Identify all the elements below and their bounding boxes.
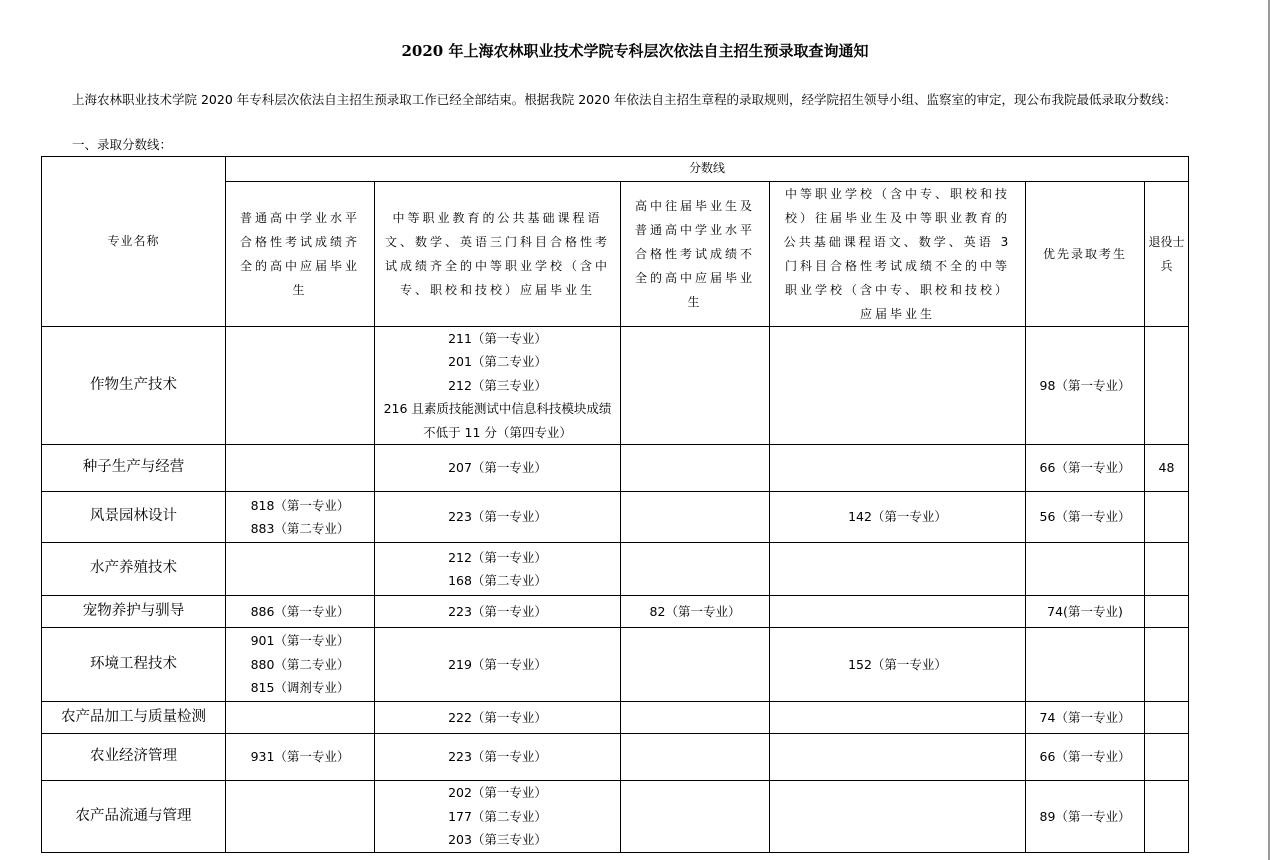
score-cell-c3 <box>621 492 770 543</box>
major-name-cell: 农产品流通与管理 <box>42 781 226 853</box>
score-line: 48 <box>1158 460 1175 476</box>
score-cell-c3 <box>621 781 770 853</box>
score-cell-c5 <box>1026 734 1145 781</box>
score-line: 66（第一专业） <box>1039 749 1131 765</box>
score-line: 201（第二专业） <box>448 354 547 369</box>
header-column-4: 中等职业学校（含中专、职校和技校）往届毕业生及中等职业教育的公共基础课程语文、数学、英语 3 门科目合格性考试成绩不全的中等职业学校（含中专、职校和技校）应届毕业生 <box>770 181 1026 326</box>
score-cell-c6 <box>1145 734 1189 781</box>
score-cell-c4 <box>770 628 1026 702</box>
score-line: 74（第一专业） <box>1039 709 1131 725</box>
score-line: 202（第一专业） <box>448 785 547 800</box>
score-cell-c2 <box>375 734 621 781</box>
score-cell-c1 <box>226 543 375 596</box>
score-cell-c2 <box>375 543 621 596</box>
header-column-3: 高中往届毕业生及普通高中学业水平合格性考试成绩不全的高中应届毕业生 <box>621 181 770 326</box>
score-cell-c2 <box>375 702 621 734</box>
intro-paragraph: 上海农林职业技术学院 2020 年专科层次依法自主招生预录取工作已经全部结束。根据我院 2020 年依法自主招生章程的录取规则，经学院招生领导小组、监察室的审定，现公布我院最低录取分数线： <box>72 92 1177 107</box>
score-cell-c1 <box>226 326 375 445</box>
score-cell-c5 <box>1026 445 1145 492</box>
score-cell-c3 <box>621 628 770 702</box>
score-cell-c5 <box>1026 628 1145 702</box>
section-heading: 一、录取分数线： <box>72 137 173 152</box>
score-cell-c5 <box>1026 702 1145 734</box>
score-cell-c1 <box>226 492 375 543</box>
score-line: 168（第二专业） <box>448 573 547 588</box>
score-line: 886（第一专业） <box>250 603 350 619</box>
score-cell-c1 <box>226 734 375 781</box>
score-cell-c5 <box>1026 543 1145 596</box>
score-cell-c2 <box>375 628 621 702</box>
header-column-2: 中等职业教育的公共基础课程语文、数学、英语三门科目合格性考试成绩齐全的中等职业学校（含中专、职校和技校）应届毕业生 <box>375 181 621 326</box>
score-cell-c3 <box>621 326 770 445</box>
header-score-group: 分数线 <box>226 157 1189 182</box>
score-cell-c5 <box>1026 492 1145 543</box>
score-line: 883（第二专业） <box>250 521 350 536</box>
score-line: 203（第三专业） <box>448 832 547 847</box>
header-column-5: 优先录取考生 <box>1026 181 1145 326</box>
score-cell-c4 <box>770 445 1026 492</box>
major-name-cell: 环境工程技术 <box>42 628 226 702</box>
score-cell-c1 <box>226 596 375 628</box>
score-cell-c4 <box>770 702 1026 734</box>
major-name-cell: 宠物养护与驯导 <box>42 596 226 628</box>
score-cell-c3 <box>621 702 770 734</box>
score-line: 177（第二专业） <box>448 808 547 824</box>
score-cell-c1 <box>226 702 375 734</box>
score-line: 66（第一专业） <box>1039 460 1131 476</box>
score-cell-c2 <box>375 596 621 628</box>
score-cell-c6 <box>1145 445 1189 492</box>
table-row <box>42 702 1189 734</box>
score-line: 931（第一专业） <box>250 749 350 765</box>
score-cell-c4 <box>770 492 1026 543</box>
score-cell-c5 <box>1026 326 1145 445</box>
score-line: 98（第一专业） <box>1039 377 1131 393</box>
table-row <box>42 781 1189 853</box>
score-line: 89（第一专业） <box>1039 808 1131 824</box>
score-cell-c6 <box>1145 702 1189 734</box>
header-major-name: 专业名称 <box>42 157 226 327</box>
score-cell-c3 <box>621 734 770 781</box>
notice-title: 2020 年上海农林职业技术学院专科层次依法自主招生预录取查询通知 <box>401 42 869 60</box>
score-line: 901（第一专业） <box>250 633 350 649</box>
score-line: 212（第一专业） <box>448 549 547 565</box>
score-line: 223（第一专业） <box>448 603 547 619</box>
major-name-cell: 农业经济管理 <box>42 734 226 781</box>
admission-score-table <box>41 156 1189 853</box>
score-cell-c1 <box>226 445 375 492</box>
score-cell-c1 <box>226 628 375 702</box>
table-row <box>42 734 1189 781</box>
table-row <box>42 492 1189 543</box>
score-cell-c5 <box>1026 781 1145 853</box>
major-name-cell: 水产养殖技术 <box>42 543 226 596</box>
score-line: 880（第二专业） <box>250 656 350 672</box>
score-cell-c1 <box>226 781 375 853</box>
major-name-cell: 农产品加工与质量检测 <box>42 702 226 734</box>
major-name-cell: 作物生产技术 <box>42 326 226 445</box>
score-line: 142（第一专业） <box>848 509 947 525</box>
score-cell-c4 <box>770 734 1026 781</box>
table-row <box>42 596 1189 628</box>
score-cell-c3 <box>621 596 770 628</box>
score-line: 815（调剂专业） <box>250 680 350 696</box>
score-cell-c4 <box>770 543 1026 596</box>
score-line: 219（第一专业） <box>448 656 547 672</box>
major-name-cell: 种子生产与经营 <box>42 445 226 492</box>
score-cell-c3 <box>621 543 770 596</box>
score-line: 818（第一专业） <box>250 497 350 513</box>
score-line: 216 且素质技能测试中信息科技模块成绩不低于 11 分（第四专业） <box>383 401 612 440</box>
score-cell-c5 <box>1026 596 1145 628</box>
score-line: 82（第一专业） <box>649 603 741 619</box>
header-column-6: 退役士兵 <box>1145 181 1189 326</box>
score-line: 223（第一专业） <box>448 509 547 525</box>
score-cell-c2 <box>375 326 621 445</box>
header-column-1: 普通高中学业水平合格性考试成绩齐全的高中应届毕业生 <box>226 181 375 326</box>
score-line: 211（第一专业） <box>448 330 547 346</box>
score-cell-c4 <box>770 781 1026 853</box>
score-line: 56（第一专业） <box>1039 509 1131 525</box>
score-cell-c6 <box>1145 492 1189 543</box>
score-line: 212（第三专业） <box>448 377 547 393</box>
score-cell-c2 <box>375 781 621 853</box>
table-row <box>42 445 1189 492</box>
score-cell-c3 <box>621 445 770 492</box>
score-cell-c2 <box>375 445 621 492</box>
major-name-cell: 风景园林设计 <box>42 492 226 543</box>
score-line: 222（第一专业） <box>448 709 547 725</box>
score-line: 223（第一专业） <box>448 749 547 765</box>
score-cell-c6 <box>1145 543 1189 596</box>
score-line: 74(第一专业) <box>1047 603 1123 619</box>
table-row <box>42 543 1189 596</box>
score-cell-c6 <box>1145 628 1189 702</box>
score-cell-c4 <box>770 596 1026 628</box>
table-row <box>42 628 1189 702</box>
score-line: 207（第一专业） <box>448 460 547 476</box>
table-row <box>42 326 1189 445</box>
score-cell-c2 <box>375 492 621 543</box>
score-cell-c6 <box>1145 781 1189 853</box>
score-cell-c6 <box>1145 596 1189 628</box>
score-cell-c6 <box>1145 326 1189 445</box>
score-line: 152（第一专业） <box>848 656 947 672</box>
score-cell-c4 <box>770 326 1026 445</box>
